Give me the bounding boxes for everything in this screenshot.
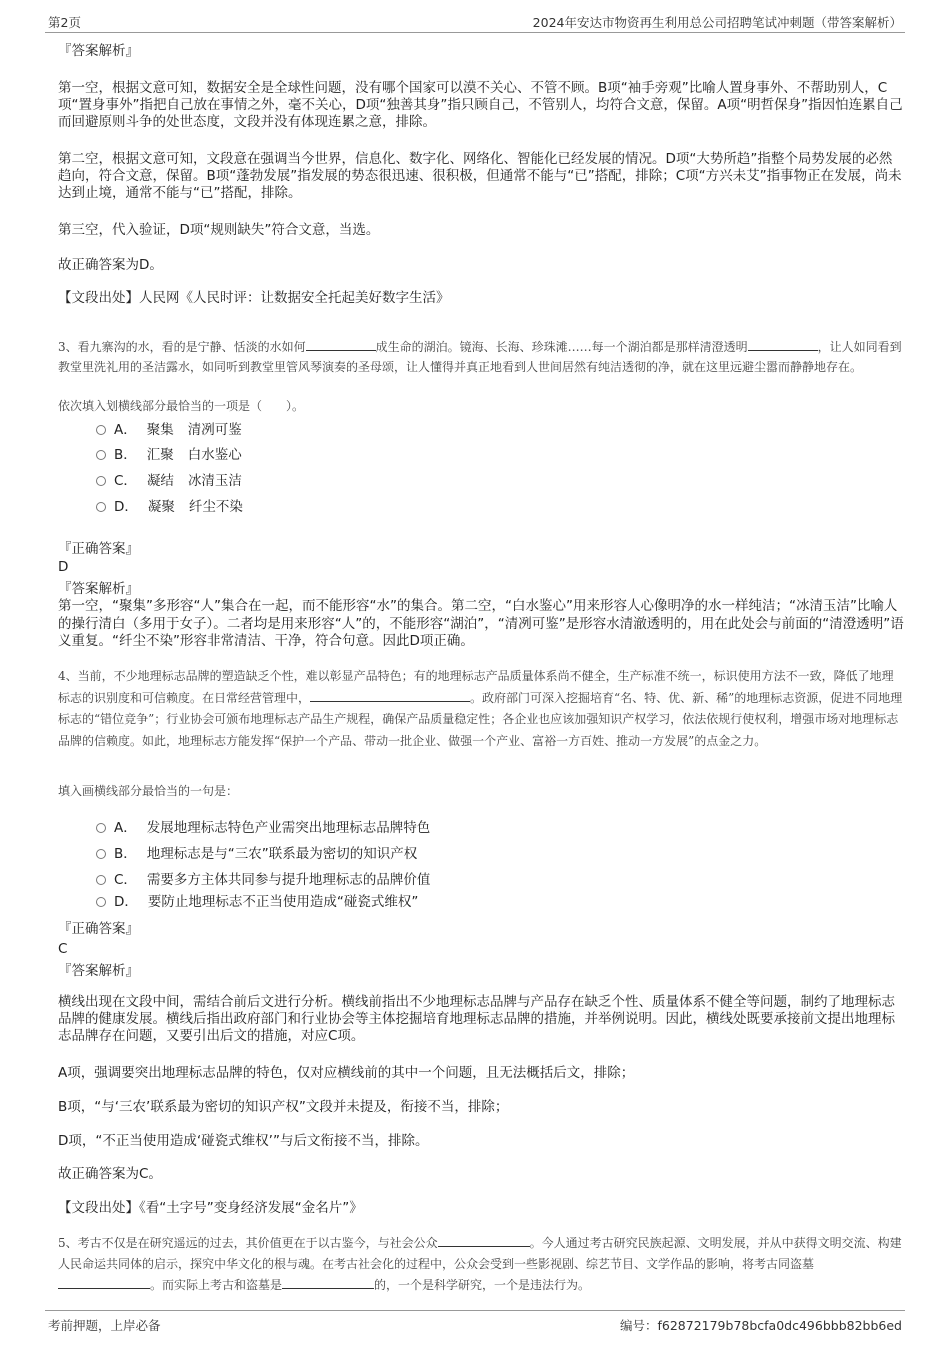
radio-icon[interactable] [96, 502, 106, 512]
document-id: 编号：f62872179b78bcfa0dc496bbb82bb6ed [619, 1318, 902, 1333]
q4-option-a[interactable]: A． 发展地理标志特色产业需突出地理标志品牌特色 [96, 819, 430, 837]
q4-option-c[interactable]: C． 需要多方主体共同参与提升地理标志的品牌价值 [96, 871, 430, 889]
q4-analysis-p1: 横线出现在文段中间，需结合前后文进行分析。横线前指出不少地理标志品牌与产品存在缺乏个性、质量体系不健全等问题，制约了地理标志品牌的健康发展。横线后指出政府部门和行业协会等主体挖掘培育地理标志品牌的措施，并举例说明。因此，横线处既要承接前文提出地理标志品牌存在问题，又要引出后文的措施，对应C项。 [58, 994, 895, 1044]
radio-icon[interactable] [96, 849, 106, 859]
footer-slogan: 考前押题，上岸必备 [48, 1318, 161, 1333]
radio-icon[interactable] [96, 823, 106, 833]
q4-answer: C [58, 941, 68, 957]
q4-answer-label: 『正确答案』 [58, 921, 139, 937]
q4-analysis-p2: A项，强调要突出地理标志品牌的特色，仅对应横线前的其中一个问题，且无法概括后文，排除； [58, 1065, 635, 1081]
q4-prompt: 填入画横线部分最恰当的一句是： [58, 784, 239, 798]
q3-option-b[interactable]: B． 汇聚 白水鉴心 [96, 446, 242, 464]
q5-blank-2 [58, 1275, 150, 1289]
q3-analysis-label: 『答案解析』 [58, 581, 139, 597]
page-header [45, 10, 905, 33]
q3-option-d[interactable]: D． 凝聚 纤尘不染 [96, 498, 243, 516]
q3-question-text: 3、看九寨沟的水，看的是宁静、恬淡的水如何 成生命的湖泊。镜海、长海、珍珠滩……每一个湖泊都是那样清澄透明 ，让人如同看到教堂里洗礼用的圣洁露水，如同听到教堂里管风琴演奏的圣母颂，让人懂得并真正地看到人世间居然有纯洁透彻的净，就在这里远避尘嚣而静静地存在。 [58, 337, 905, 377]
page-number: 第2页 [48, 15, 81, 30]
q4-source: 【文段出处】《看“土字号”变身经济发展“金名片”》 [58, 1200, 363, 1216]
q3-analysis: 第一空，“聚集”多形容“人”集合在一起，而不能形容“水”的集合。第二空，“白水鉴心”用来形容人心像明净的水一样纯洁；“冰清玉洁”比喻人的操行清白（多用于女子）。二者均是用来形容“人”的，不能形容“湖泊”，“清冽可鉴”是形容水清澈透明的，用在此处会与前面的“清澄透明”语义重复。“纤尘不染”形容非常清洁、干净，符合句意。因此D项正确。 [58, 598, 904, 649]
q4-option-d[interactable]: D． 要防止地理标志不正当使用造成“碰瓷式维权” [96, 893, 418, 911]
radio-icon[interactable] [96, 897, 106, 907]
q3-answer-label: 『正确答案』 [58, 541, 139, 557]
q5-blank-3 [282, 1275, 374, 1289]
q2-analysis-label: 『答案解析』 [58, 43, 139, 59]
q5-question-text: 5、考古不仅是在研究遥远的过去，其价值更在于以古鉴今，与社会公众 。今人通过考古研究民族起源、文明发展，并从中获得文明交流、构建人民命运共同体的启示，探究中华文化的根与魂。在考古社会化的过程中，公众会受到一些影视剧、综艺节目、文学作品的影响，将考古同盗墓。而实际上考古和盗墓是 的，一个是科学研究，一个是违法行为。 [58, 1233, 905, 1296]
q2-source: 【文段出处】人民网《人民时评：让数据安全托起美好数字生活》 [58, 290, 450, 306]
document-title: 2024年安达市物资再生利用总公司招聘笔试冲刺题（带答案解析） [532, 15, 902, 30]
q4-analysis-p5: 故正确答案为C。 [58, 1166, 162, 1182]
q4-analysis-p3: B项，“与‘三农’联系最为密切的知识产权”文段并未提及，衔接不当，排除； [58, 1099, 509, 1115]
q4-analysis-p4: D项，“不正当使用造成‘碰瓷式维权’”与后文衔接不当，排除。 [58, 1133, 429, 1149]
q4-blank [310, 688, 470, 702]
q4-option-b[interactable]: B． 地理标志是与“三农”联系最为密切的知识产权 [96, 845, 417, 863]
radio-icon[interactable] [96, 875, 106, 885]
q2-analysis-p4: 故正确答案为D。 [58, 257, 163, 273]
q4-analysis-label: 『答案解析』 [58, 963, 139, 979]
q3-answer: D [58, 559, 69, 575]
q3-blank-2 [748, 337, 818, 351]
q2-analysis-p3: 第三空，代入验证，D项“规则缺失”符合文意，当选。 [58, 222, 380, 238]
q3-option-c[interactable]: C． 凝结 冰清玉洁 [96, 472, 242, 490]
page-footer [45, 1310, 905, 1337]
q5-blank-1 [438, 1233, 530, 1247]
q2-analysis-p1: 第一空，根据文意可知，数据安全是全球性问题，没有哪个国家可以漠不关心、不管不顾。B项“袖手旁观”比喻人置身事外、不帮助别人，C项“置身事外”指把自己放在事情之外，毫不关心，D项“独善其身”指只顾自己，不管别人，均符合文意，保留。A项“明哲保身”指因怕连累自己而回避原则斗争的处世态度，文段并没有体现连累之意，排除。 [58, 80, 903, 130]
q3-option-a[interactable]: A． 聚集 清冽可鉴 [96, 421, 242, 439]
q2-analysis-p2: 第二空，根据文意可知，文段意在强调当今世界，信息化、数字化、网络化、智能化已经发展的情况。D项“大势所趋”指整个局势发展的必然趋向，符合文意，保留。B项“蓬勃发展”指发展的势态很迅速、很积极，但通常不能与“已”搭配，排除；C项“方兴未艾”指事物正在发展，尚未达到止境，通常不能与“已”搭配，排除。 [58, 151, 902, 201]
radio-icon[interactable] [96, 476, 106, 486]
radio-icon[interactable] [96, 425, 106, 435]
radio-icon[interactable] [96, 450, 106, 460]
q3-blank-1 [306, 337, 376, 351]
q3-prompt: 依次填入划横线部分最恰当的一项是（ ）。 [58, 399, 305, 413]
q4-question-text: 4、当前，不少地理标志品牌的塑造缺乏个性，难以彰显产品特色；有的地理标志产品质量体系尚不健全，生产标准不统一，标识使用方法不一致，降低了地理标志的识别度和可信赖度。在日常经营管理中， 。政府部门可深入挖掘培育“名、特、优、新、稀”的地理标志资源，促进不同地理标志的“错位竞争”；行业协会可颁布地理标志产品生产规程，确保产品质量稳定性；各企业也应该加强知识产权学习，依法依规行使权利，增强市场对地理标志品牌的信赖度。如此，地理标志方能发挥“保护一个产品、带动一批企业、做强一个产业、富裕一方百姓、推动一方发展”的点金之力。 [58, 669, 903, 748]
